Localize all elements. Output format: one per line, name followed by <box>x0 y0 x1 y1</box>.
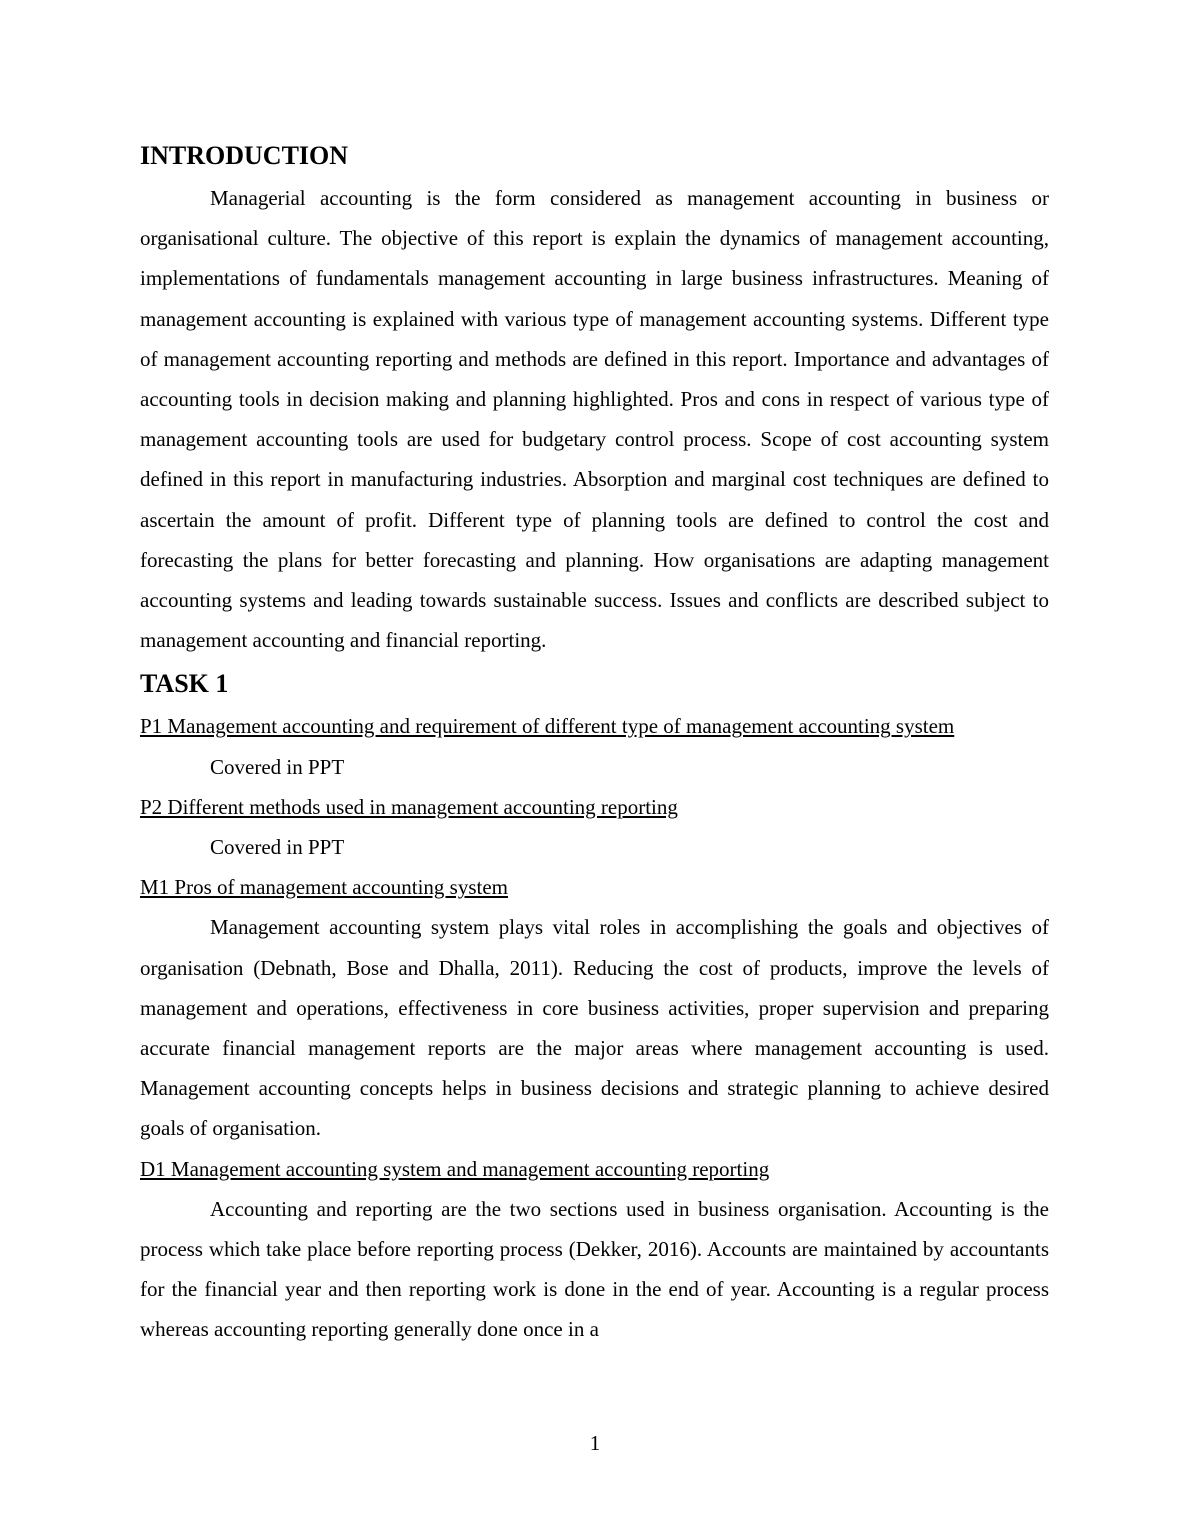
introduction-heading: INTRODUCTION <box>140 141 349 170</box>
p1-subheading: P1 Management accounting and requirement of different type of management accounting system <box>140 714 955 739</box>
m1-subheading: M1 Pros of management accounting system <box>140 875 509 900</box>
introduction-paragraph: Managerial accounting is the form considered as management accounting in business or organisational culture. The objective of this report is explain the dynamics of management accounting, implementations of fundamentals management accounting in large business infrastructures. Meaning of management accounting is explained with various type of management accounting systems. Different type of management accounting reporting and methods are defined in this report. Importance and advantages of accounting tools in decision making and planning highlighted. Pros and cons in respect of various type of management accounting tools are used for budgetary control process. Scope of cost accounting system defined in this report in manufacturing industries. Absorption and marginal cost techniques are defined to ascertain the amount of profit. Different type of planning tools are defined to control the cost and forecasting the plans for better forecasting and planning. How organisations are adapting management accounting systems and leading towards sustainable success. Issues and conflicts are described subject to management accounting and financial reporting. <box>140 186 1049 653</box>
p2-body: Covered in PPT <box>210 835 345 860</box>
document-page <box>140 138 1049 1350</box>
m1-paragraph: Management accounting system plays vital roles in accomplishing the goals and objectives of organisation (Debnath, Bose and Dhalla, 2011). Reducing the cost of products, improve the levels of management and operations, effectiveness in core business activities, proper supervision and preparing accurate financial management reports are the major areas where management accounting is used. Management accounting concepts helps in business decisions and strategic planning to achieve desired goals of organisation. <box>140 915 1049 1141</box>
d1-paragraph: Accounting and reporting are the two sections used in business organisation. Accounting is the process which take place before reporting process (Dekker, 2016). Accounts are maintained by accountants for the financial year and then reporting work is done in the end of year. Accounting is a regular process whereas accounting reporting generally done once in a <box>140 1196 1049 1342</box>
d1-subheading: D1 Management accounting system and management accounting reporting <box>140 1156 770 1181</box>
page-number: 1 <box>589 1431 601 1455</box>
p2-subheading: P2 Different methods used in management accounting reporting <box>140 794 678 819</box>
p1-body: Covered in PPT <box>210 754 345 779</box>
task1-heading: TASK 1 <box>140 669 229 699</box>
